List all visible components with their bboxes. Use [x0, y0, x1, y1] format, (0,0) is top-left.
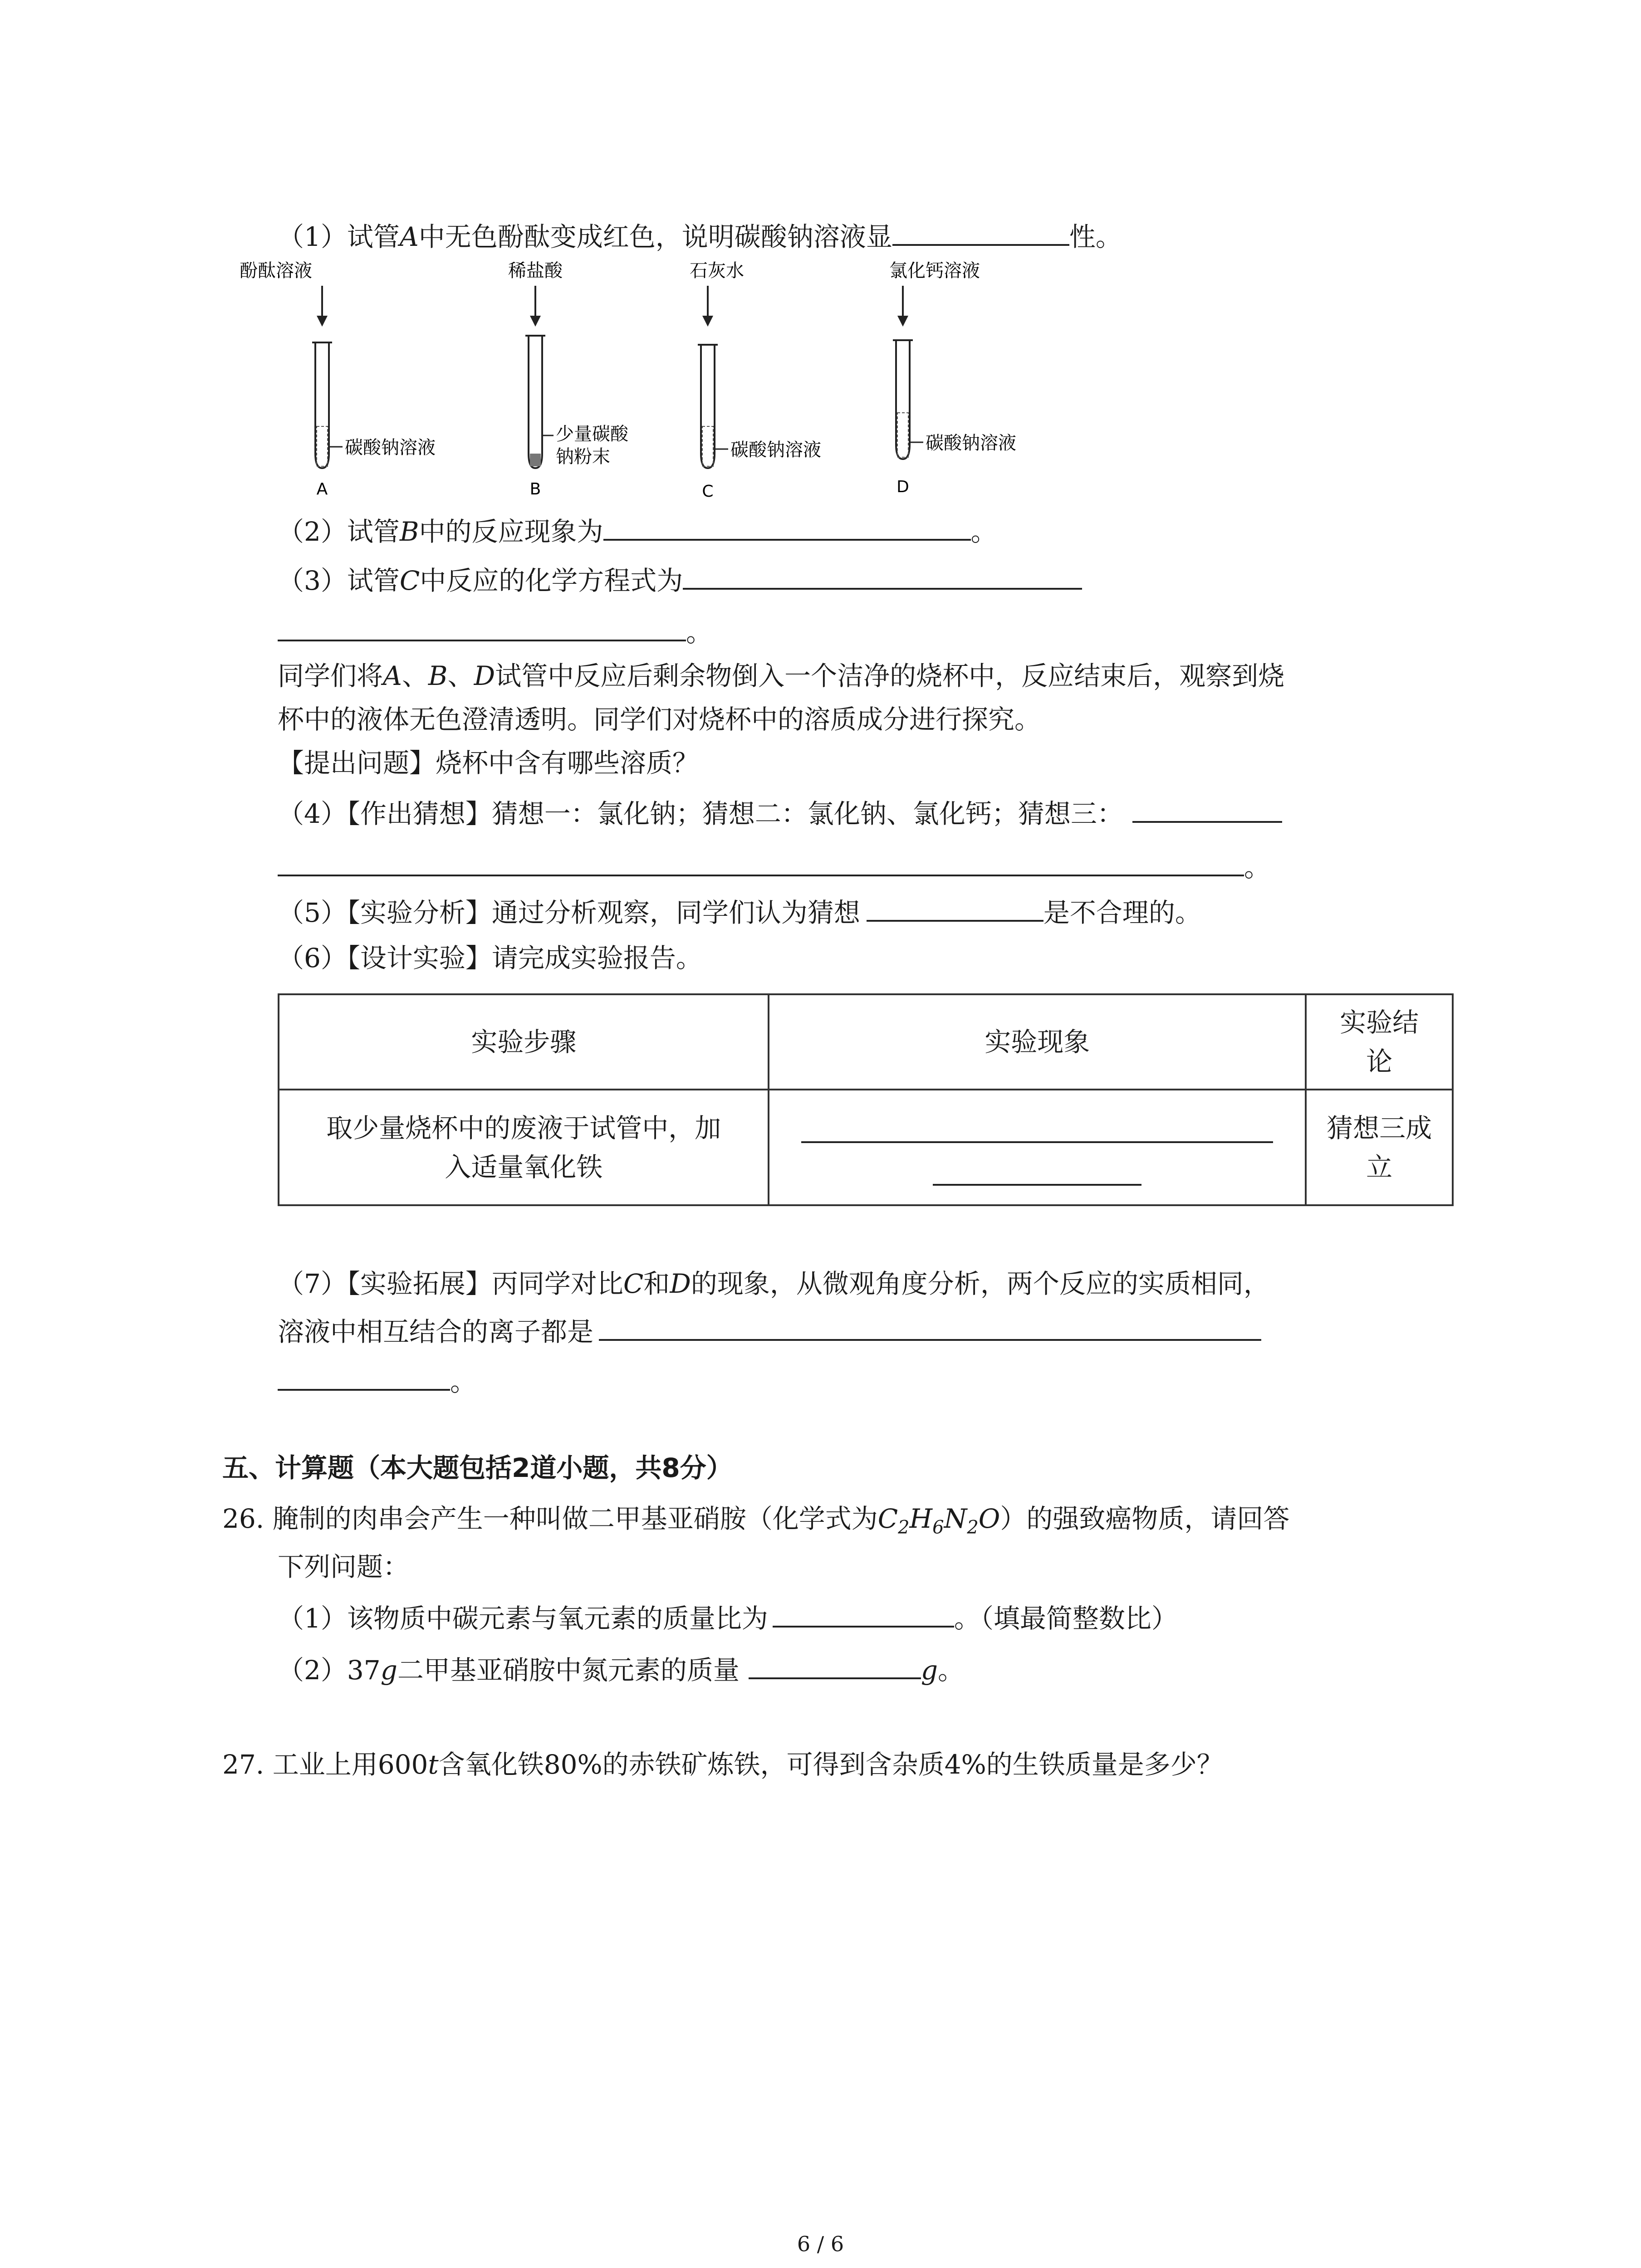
q25-p4-text: （4）【作出猜想】猜想一：氯化钠；猜想二：氯化钠、氯化钙；猜想三：	[278, 798, 1123, 829]
answer-blank[interactable]	[749, 1651, 921, 1679]
q25-intro-line2: 杯中的液体无色澄清透明。同学们对烧杯中的溶质成分进行探究。	[278, 704, 1041, 735]
q26-p1-suffix: 。（填最简整数比）	[954, 1603, 1178, 1634]
tube-d	[889, 260, 1016, 496]
q25-part1	[278, 218, 1122, 255]
tube-letter-d: D	[896, 478, 909, 496]
tube-letter-b: B	[529, 480, 541, 499]
experiment-report-table	[278, 993, 1454, 1206]
q26-line2: 下列问题：	[278, 1551, 410, 1582]
answer-blank[interactable]	[278, 1363, 450, 1391]
q27-text: 工业上用	[272, 1749, 378, 1780]
reagent-label-b: 稀盐酸	[508, 260, 563, 281]
q25-part4-cont	[278, 848, 1270, 885]
q25-part7-line2	[278, 1313, 1261, 1350]
header-conclusion: 实验结 论	[1306, 994, 1453, 1090]
content-label-b2: 钠粉末	[556, 446, 610, 467]
q26-text: ）的强致癌物质，请回答	[1000, 1503, 1290, 1534]
intro-sep: 、	[402, 660, 428, 691]
q25-question: 【提出问题】烧杯中含有哪些溶质？	[278, 748, 699, 778]
intro-tube-b: B	[428, 660, 448, 691]
content-label-a: 碳酸钠溶液	[345, 437, 436, 458]
q25-p7-suffix: 。	[450, 1366, 477, 1397]
answer-blank[interactable]	[683, 562, 1082, 590]
q26-p2-prefix: （2）	[278, 1655, 347, 1686]
content-label-b1: 少量碳酸	[556, 424, 628, 445]
q25-p4-suffix: 。	[1244, 852, 1271, 883]
q25-p2-prefix: （2）试管	[278, 516, 400, 547]
q27-pct1: 80%	[544, 1749, 603, 1780]
formula-o: O	[978, 1503, 1000, 1534]
answer-blank[interactable]	[278, 613, 686, 641]
q25-p3-text: 中反应的化学方程式为	[420, 565, 683, 596]
q27-number: 27.	[222, 1749, 265, 1780]
q26-p2-suffix: 。	[938, 1655, 965, 1686]
q26-p2-text: 二甲基亚硝胺中氮元素的质量	[397, 1655, 740, 1686]
cell-phenomenon	[769, 1090, 1306, 1205]
table-header-row	[279, 994, 1453, 1090]
answer-blank[interactable]	[801, 1110, 1273, 1143]
q25-p7-tube-c: C	[623, 1268, 644, 1299]
header-phenomenon: 实验现象	[769, 994, 1306, 1090]
q26-p1-text: （1）该物质中碳元素与氧元素的质量比为	[278, 1603, 768, 1634]
tube-a	[240, 260, 436, 499]
answer-blank[interactable]	[1132, 795, 1282, 823]
header-step: 实验步骤	[279, 994, 769, 1090]
tube-letter-c: C	[702, 482, 714, 501]
q27-text: 的生铁质量是多少？	[986, 1749, 1223, 1780]
section-5-title: 五、计算题（本大题包括2道小题，共8分）	[222, 1452, 733, 1483]
reagent-label-d: 氯化钙溶液	[889, 260, 980, 281]
reagent-label-a: 酚酞溶液	[240, 260, 312, 281]
table-row	[279, 1090, 1453, 1205]
content-label-d: 碳酸钠溶液	[926, 433, 1016, 454]
q25-part7	[278, 1266, 1270, 1302]
answer-blank[interactable]	[278, 848, 1244, 876]
q26-p2-unit: g	[921, 1655, 938, 1686]
reagent-label-c: 石灰水	[690, 260, 744, 281]
q25-part7-cont	[278, 1363, 476, 1400]
q25-p2-text: 中的反应现象为	[419, 516, 603, 547]
chemical-formula	[877, 1503, 1000, 1538]
q25-p1-prefix: （1）试管	[278, 221, 400, 252]
q26-part2	[278, 1651, 964, 1688]
intro-tube-a: A	[383, 660, 402, 691]
test-tube-figure	[240, 254, 1116, 508]
formula-c-sub: 2	[898, 1517, 910, 1538]
formula-h: H	[909, 1503, 933, 1534]
q26-number: 26.	[222, 1503, 265, 1534]
q25-part3-cont	[278, 613, 712, 650]
answer-blank[interactable]	[773, 1599, 954, 1628]
q25-part2	[278, 513, 997, 550]
q25-p1-text: 中无色酚酞变成红色，说明碳酸钠溶液显	[418, 221, 892, 252]
page-number: 6 / 6	[797, 2232, 844, 2256]
q25-p1-tube: A	[399, 221, 419, 252]
q27-text: 的赤铁矿炼铁，可得到含杂质	[602, 1749, 945, 1780]
q27-line	[222, 1746, 1223, 1783]
answer-blank[interactable]	[599, 1313, 1261, 1341]
intro-tube-d: D	[474, 660, 495, 691]
q25-p7-text: 的现象，从微观角度分析，两个反应的实质相同，	[691, 1268, 1270, 1299]
q26-line1	[222, 1501, 1289, 1546]
content-label-c: 碳酸钠溶液	[730, 440, 821, 460]
intro-text: 试管中反应后剩余物倒入一个洁净的烧杯中，反应结束后，观察到烧	[495, 660, 1285, 691]
q25-p2-suffix: 。	[970, 516, 997, 547]
q27-amount: 600	[377, 1749, 428, 1780]
q25-p3-prefix: （3）试管	[278, 565, 400, 596]
q27-unit: t	[428, 1749, 439, 1780]
q26-p2-unit-g: g	[380, 1655, 397, 1686]
q25-p5-suffix: 是不合理的。	[1043, 897, 1201, 928]
q26-text: 腌制的肉串会产生一种叫做二甲基亚硝胺（化学式为	[272, 1503, 878, 1534]
q25-p2-tube: B	[399, 516, 419, 547]
intro-sep: 、	[447, 660, 474, 691]
formula-c: C	[877, 1503, 898, 1534]
tube-letter-a: A	[316, 480, 328, 499]
q27-pct2: 4%	[944, 1749, 986, 1780]
tube-c	[690, 260, 821, 501]
q25-p3-suffix: 。	[686, 617, 713, 648]
intro-text: 同学们将	[278, 660, 383, 691]
q25-p7-text: （7）【实验拓展】丙同学对比	[278, 1268, 623, 1299]
q25-p5-prefix: （5）【实验分析】通过分析观察，同学们认为猜想	[278, 897, 860, 928]
q25-part5	[278, 894, 1201, 931]
formula-n-sub: 2	[967, 1517, 979, 1538]
q25-p3-tube: C	[399, 565, 420, 596]
answer-blank[interactable]	[892, 218, 1069, 246]
formula-n: N	[944, 1503, 967, 1534]
q26-part1	[278, 1599, 1178, 1637]
q26-p2-num: 37	[347, 1655, 381, 1686]
q25-p7-line2: 溶液中相互结合的离子都是	[278, 1316, 594, 1347]
q25-part4	[278, 795, 1282, 832]
q27-text: 含氧化铁	[438, 1749, 544, 1780]
cell-step: 取少量烧杯中的废液于试管中，加 入适量氧化铁	[279, 1090, 769, 1205]
q25-p7-and: 和	[643, 1268, 670, 1299]
answer-blank[interactable]	[867, 894, 1043, 922]
q25-p7-tube-d: D	[670, 1268, 691, 1299]
q25-part6: （6）【设计实验】请完成实验报告。	[278, 943, 702, 973]
q25-part3	[278, 562, 1082, 599]
answer-blank[interactable]	[603, 513, 971, 541]
q25-p1-suffix: 性。	[1069, 221, 1122, 252]
answer-blank[interactable]	[933, 1152, 1141, 1186]
cell-conclusion: 猜想三成 立	[1306, 1090, 1453, 1205]
tube-b	[508, 260, 629, 499]
q25-intro-line1	[278, 658, 1284, 694]
formula-h-sub: 6	[932, 1517, 944, 1538]
